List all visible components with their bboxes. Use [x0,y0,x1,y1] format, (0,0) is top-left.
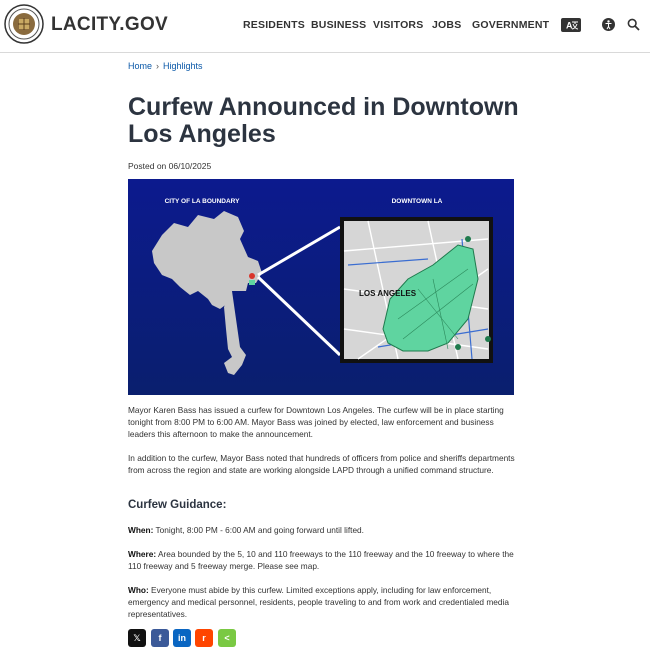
article-paragraph-2: In addition to the curfew, Mayor Bass noted that hundreds of officers from police and sheriffs departments from across the region and state are working alongside LAPD through a unified command structure. [128,453,515,475]
share-linkedin-button[interactable]: in [173,629,191,647]
guidance-heading: Curfew Guidance: [128,499,227,511]
map-left-label: CITY OF LA BOUNDARY [164,198,240,205]
who-text: Everyone must abide by this curfew. Limited exceptions apply, including for law enforcement, emergency and medical personnel, residents, people traveling to and from work and credentialed media representatives. [128,585,509,619]
breadcrumb-highlights[interactable]: Highlights [163,61,203,71]
page-title: Curfew Announced in Downtown Los Angeles [128,93,519,148]
breadcrumb [128,61,203,71]
when-text: Tonight, 8:00 PM - 6:00 AM and going forward until lifted. [153,525,364,535]
curfew-map-image [128,179,514,395]
search-icon[interactable] [627,18,640,31]
when-label: When: [128,525,154,535]
breadcrumb-home[interactable]: Home [128,61,153,71]
share-generic-button[interactable]: < [218,629,236,647]
posted-date: Posted on 06/10/2025 [128,161,212,171]
accessibility-icon[interactable] [602,18,615,31]
guidance-where [128,548,523,572]
article-paragraph-1: Mayor Karen Bass has issued a curfew for Downtown Los Angeles. The curfew will be in place starting tonight from 8:00 PM to 6:00 AM. Mayor Bass was joined by elected, law enforcement and business leaders this afternoon to make the announcement. [128,405,504,439]
site-name[interactable]: LACITY.GOV [51,14,169,35]
guidance-who [128,584,523,620]
nav-jobs[interactable]: JOBS [432,19,462,31]
map-city-label: LOS ANGELES [359,289,417,298]
svg-text:A: A [566,20,573,31]
guidance-when [128,524,523,536]
where-label: Where: [128,549,157,559]
nav-residents[interactable]: RESIDENTS [243,19,305,31]
site-header [0,0,650,53]
share-x-button[interactable]: 𝕏 [128,629,146,647]
map-right-label: DOWNTOWN LA [391,198,443,205]
breadcrumb-separator: › [156,61,160,71]
share-reddit-button[interactable]: r [195,629,213,647]
main-nav [0,19,650,33]
nav-government[interactable]: GOVERNMENT [472,19,550,31]
where-text: Area bounded by the 5, 10 and 110 freeways to the 110 freeway and the 10 freeway to where the 110 freeway and 5 freeway merge. Please see map. [128,549,514,571]
who-label: Who: [128,585,149,595]
nav-business[interactable]: BUSINESS [311,19,367,31]
nav-visitors[interactable]: VISITORS [373,19,424,31]
share-facebook-button[interactable]: f [151,629,169,647]
translate-icon[interactable] [561,18,581,32]
